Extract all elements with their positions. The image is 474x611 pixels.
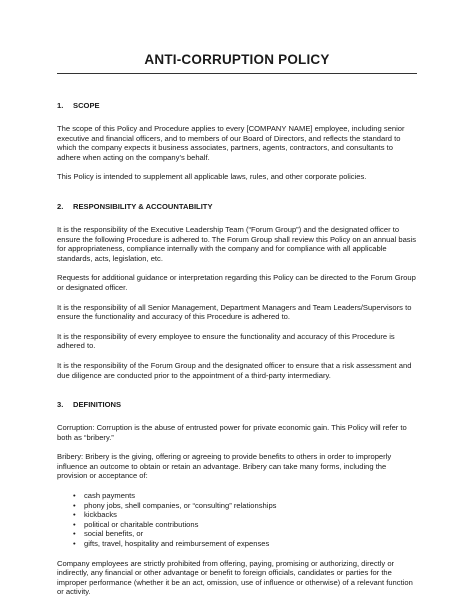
bullet-icon: • bbox=[73, 539, 76, 549]
list-item: • political or charitable contributions bbox=[73, 519, 199, 529]
bribery-forms-list bbox=[57, 491, 417, 549]
responsibility-paragraph-1: It is the responsibility of the Executive Leadership Team (“Forum Group”) and the designated officer to ensure the following Procedure is adhered to. The Forum Group shall review this Policy on an annual basis for appropriateness, compliance internally with the company and for compliance with all applicable standards, acts, legislation, etc. bbox=[57, 224, 417, 263]
section-title: SCOPE bbox=[73, 101, 100, 110]
definitions-paragraph-corruption: Corruption: Corruption is the abuse of entrusted power for private economic gain. This Policy will refer to both as “bribery.” bbox=[57, 423, 407, 442]
definitions-paragraph-bribery: Bribery: Bribery is the giving, offering or agreeing to provide benefits to others in order to improperly influence an outcome to obtain or retain an advantage. Bribery can take many forms, including the provision or acceptance of: bbox=[57, 452, 392, 481]
bullet-icon: • bbox=[73, 491, 76, 501]
section-heading-responsibility bbox=[57, 202, 417, 211]
list-item: • social benefits, or bbox=[73, 529, 144, 539]
responsibility-paragraph-5: It is the responsibility of the Forum Group and the designated officer to ensure that a risk assessment and due diligence are conducted prior to the appointment of a third-party intermediary. bbox=[57, 360, 412, 380]
responsibility-paragraph-2: Requests for additional guidance or interpretation regarding this Policy can be directed to the Forum Group or designated officer. bbox=[57, 273, 416, 292]
list-item: • cash payments bbox=[73, 491, 136, 501]
section-number: 1. bbox=[57, 101, 64, 110]
bullet-icon: • bbox=[73, 529, 76, 539]
section-title: DEFINITIONS bbox=[73, 400, 122, 410]
bullet-icon: • bbox=[73, 510, 76, 520]
section-number: 3. bbox=[57, 400, 64, 410]
section-number: 2. bbox=[57, 201, 64, 211]
list-item: • gifts, travel, hospitality and reimbursement of expenses bbox=[73, 539, 270, 549]
responsibility-paragraph-3: It is the responsibility of all Senior Management, Department Managers and Team Leaders/Supervisors to ensure the functionality and accuracy of this Procedure is adhered to. bbox=[57, 302, 412, 322]
definitions-paragraph-prohibition: Company employees are strictly prohibited from offering, paying, promising or authorizing, directly or indirectly, any financial or other advantage or benefit to foreign officials, candidates or parties for the improper performance (whether it be an act, omission, use of influence or otherwise) of a relevant function or activity. bbox=[57, 558, 413, 597]
responsibility-paragraph-4: It is the responsibility of every employee to ensure the functionality and accuracy of this Procedure is adhered to. bbox=[57, 331, 395, 351]
list-item: • phony jobs, shell companies, or “consulting” relationships bbox=[73, 500, 277, 510]
document-title: ANTI-CORRUPTION POLICY bbox=[144, 52, 330, 67]
section-heading-definitions bbox=[57, 400, 417, 409]
section-title: RESPONSIBILITY & ACCOUNTABILITY bbox=[73, 201, 213, 211]
scope-paragraph-2: This Policy is intended to supplement all applicable laws, rules, and other corporate policies. bbox=[57, 172, 367, 182]
bullet-icon: • bbox=[73, 519, 76, 529]
bullet-icon: • bbox=[73, 500, 76, 510]
section-heading-scope bbox=[57, 101, 417, 110]
list-item: • kickbacks bbox=[73, 510, 117, 520]
scope-paragraph-1: The scope of this Policy and Procedure applies to every [COMPANY NAME] employee, including senior executive and financial officers, and to members of our Board of Directors, and reflects the standard to which the company expects it business associates, partners, agents, contractors, and consultants to adhere when acting on the company’s behalf. bbox=[57, 124, 405, 162]
